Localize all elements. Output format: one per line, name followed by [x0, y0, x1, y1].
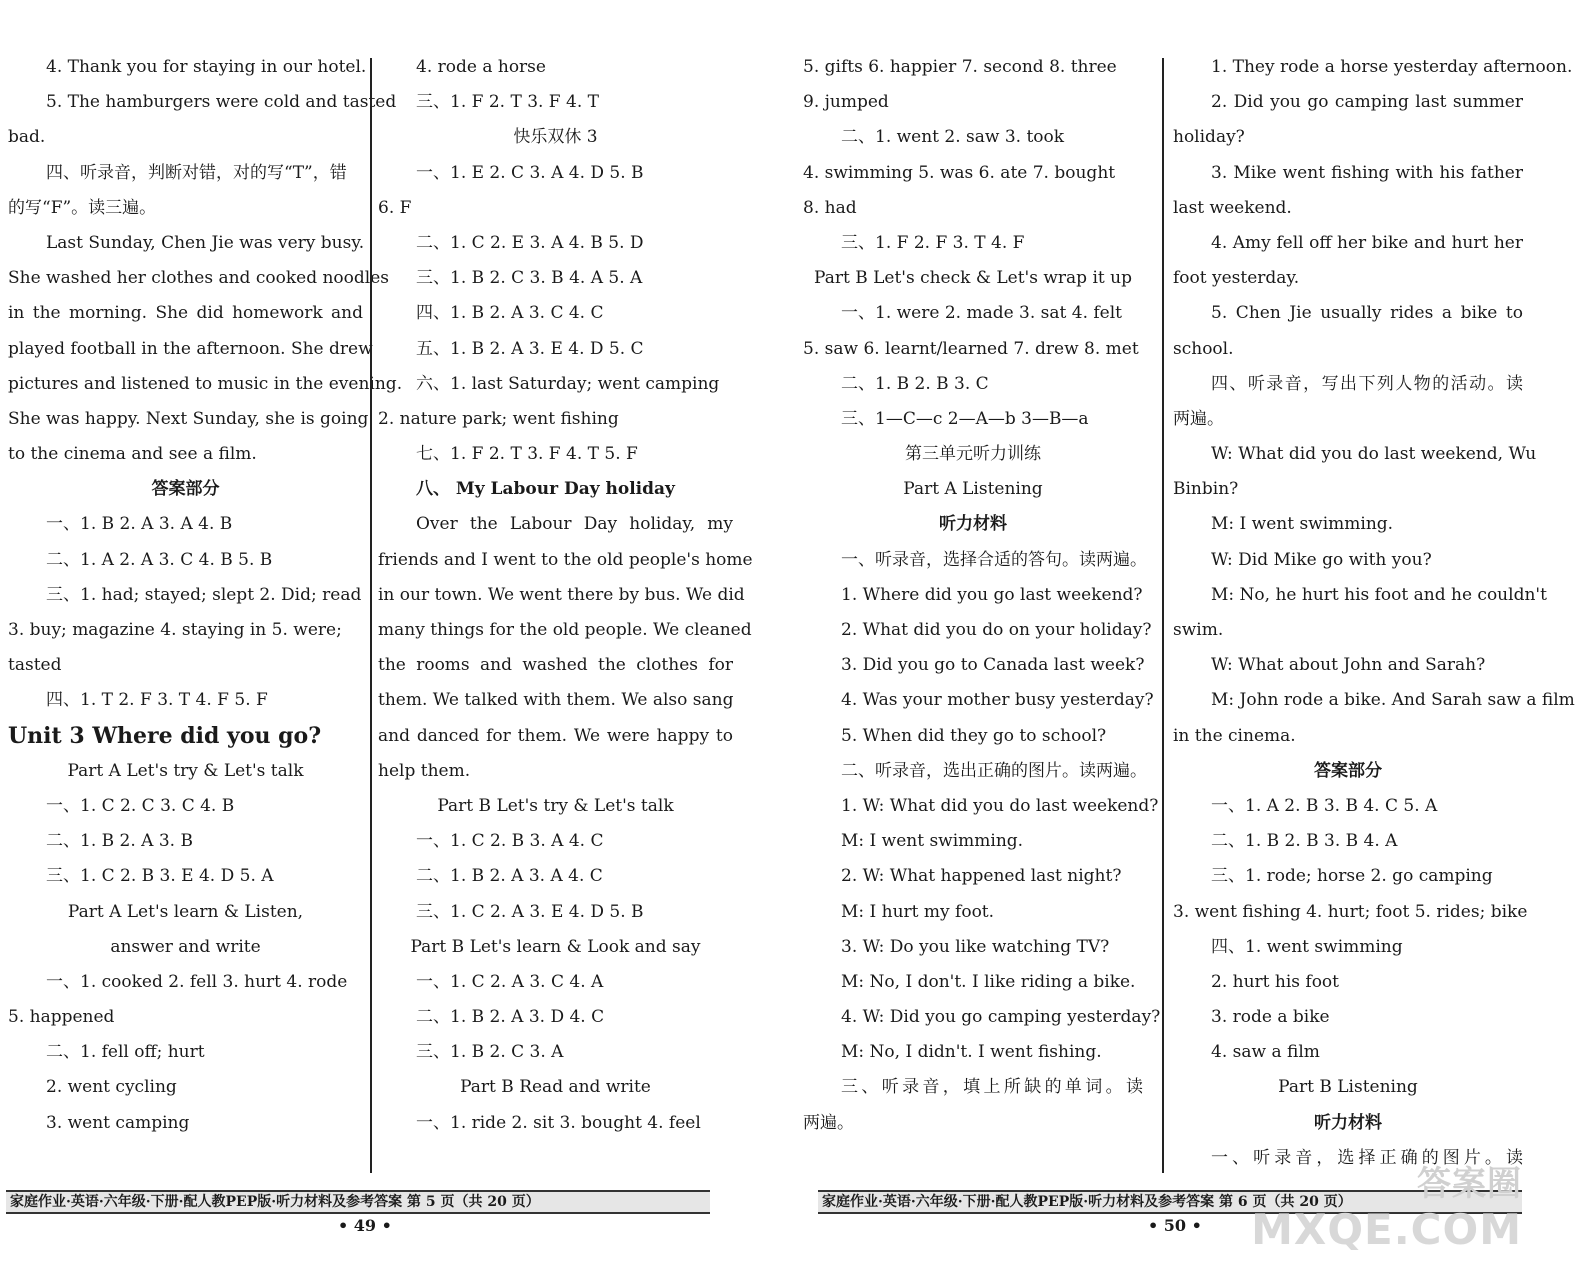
text-line: them. We talked with them. We also sang: [378, 690, 734, 711]
text-line: 3. buy; magazine 4. staying in 5. were;: [8, 620, 342, 640]
text-line: 3. went fishing 4. hurt; foot 5. rides; bike: [1173, 901, 1528, 922]
text-line: 三、1. F 2. F 3. T 4. F: [841, 232, 1025, 253]
text-line: 2. nature park; went fishing: [378, 408, 619, 429]
text-line: W: What did you do last weekend, Wu: [1211, 444, 1537, 465]
right-page-footer: 家庭作业·英语·六年级·下册·配人教PEP版·听力材料及参考答案 第 6 页（共 20 页）: [818, 1190, 1522, 1214]
text-line: 5. saw 6. learnt/learned 7. drew 8. met: [803, 338, 1139, 359]
text-line: 五、1. B 2. A 3. E 4. D 5. C: [416, 338, 644, 359]
left-page-footer: 家庭作业·英语·六年级·下册·配人教PEP版·听力材料及参考答案 第 5 页（共 20 页）: [6, 1190, 710, 1214]
text-line: Part B Let's try & Let's talk: [437, 795, 674, 816]
text-line: 三、1. C 2. B 3. E 4. D 5. A: [46, 866, 274, 887]
column-divider: [370, 58, 372, 1173]
text-line: 3. W: Do you like watching TV?: [841, 936, 1110, 957]
text-line: 4. W: Did you go camping yesterday?: [841, 1007, 1161, 1028]
text-line: 5. The hamburgers were cold and tasted: [46, 92, 397, 113]
text-line: 一、1. cooked 2. fell 3. hurt 4. rode: [46, 971, 348, 992]
text-line: 二、听录音，选出正确的图片。读两遍。: [841, 760, 1147, 781]
text-line: 3. went camping: [46, 1112, 190, 1133]
text-line: M: I went swimming.: [841, 831, 1024, 852]
text-line: 三、听录音，填上所缺的单词。读: [841, 1077, 1143, 1098]
text-line: school.: [1173, 338, 1234, 359]
text-line: 3. Mike went fishing with his father: [1211, 162, 1523, 183]
text-line: Part A Let's learn & Listen,: [67, 901, 304, 922]
text-line: 9. jumped: [803, 92, 889, 113]
text-line: 1. They rode a horse yesterday afternoon.: [1211, 57, 1573, 77]
text-line: 的写“F”。读三遍。: [8, 197, 157, 218]
text-line: 两遍。: [1173, 408, 1224, 429]
text-line: played football in the afternoon. She drew: [8, 338, 373, 359]
text-line: in our town. We went there by bus. We did: [378, 584, 745, 605]
text-line: 2. What did you do on your holiday?: [841, 620, 1152, 640]
text-line: 二、1. B 2. B 3. B 4. A: [1211, 831, 1398, 852]
text-line: 一、1. were 2. made 3. sat 4. felt: [841, 303, 1123, 324]
text-line: 第三单元听力训练: [905, 444, 1041, 465]
text-line: 两遍。: [803, 1112, 854, 1133]
right-page-column-2: [1173, 50, 1575, 1176]
text-line: 5. gifts 6. happier 7. second 8. three: [803, 57, 1117, 77]
text-line: 一、1. C 2. C 3. C 4. B: [46, 795, 235, 816]
text-line: 一、听录音，选择合适的答句。读两遍。: [841, 549, 1147, 570]
text-line: pictures and listened to music in the evening.: [8, 373, 403, 394]
text-line: 听力材料: [1314, 1112, 1382, 1133]
text-line: 2. W: What happened last night?: [841, 866, 1122, 887]
text-line: and danced for them. We were happy to: [378, 725, 733, 746]
text-line: help them.: [378, 760, 471, 781]
text-line: 1. W: What did you do last weekend?: [841, 795, 1159, 816]
left-page-column-2: [378, 50, 753, 1141]
text-line: W: What about John and Sarah?: [1211, 655, 1486, 676]
text-line: 5. happened: [8, 1007, 115, 1028]
text-line: Part A Let's try & Let's talk: [67, 760, 304, 781]
text-line: 4. swimming 5. was 6. ate 7. bought: [803, 162, 1116, 183]
text-line: 三、1. had; stayed; slept 2. Did; read: [46, 584, 362, 605]
text-line: the rooms and washed the clothes for: [378, 655, 733, 676]
text-line: 2. hurt his foot: [1211, 971, 1339, 992]
text-line: 三、1. C 2. A 3. E 4. D 5. B: [416, 901, 644, 922]
text-line: Part B Let's check & Let's wrap it up: [814, 268, 1132, 289]
text-line: M: I went swimming.: [1211, 514, 1394, 535]
text-line: 三、1—C—c 2—A—b 3—B—a: [841, 408, 1089, 429]
text-line: M: No, I didn't. I went fishing.: [841, 1042, 1102, 1063]
text-line: 七、1. F 2. T 3. F 4. T 5. F: [416, 444, 638, 465]
text-line: answer and write: [110, 936, 261, 957]
text-line: in the cinema.: [1173, 725, 1296, 746]
text-line: 答案部分: [1314, 760, 1382, 781]
text-line: bad.: [8, 127, 46, 148]
column-divider: [1162, 58, 1164, 1173]
text-line: 5. When did they go to school?: [841, 725, 1107, 746]
text-line: 4. saw a film: [1211, 1042, 1320, 1063]
text-line: friends and I went to the old people's home: [378, 549, 753, 570]
text-line: M: John rode a bike. And Sarah saw a film: [1211, 690, 1575, 711]
text-line: 6. F: [378, 197, 412, 218]
text-line: many things for the old people. We cleaned: [378, 620, 752, 640]
text-line: 四、听录音，写出下列人物的活动。读: [1211, 373, 1523, 394]
text-line: Last Sunday, Chen Jie was very busy.: [46, 232, 365, 253]
text-line: 一、1. A 2. B 3. B 4. C 5. A: [1211, 795, 1438, 816]
text-line: 4. Was your mother busy yesterday?: [841, 690, 1154, 711]
text-line: 2. Did you go camping last summer: [1211, 92, 1523, 113]
text-line: 三、1. F 2. T 3. F 4. T: [416, 92, 599, 113]
text-line: tasted: [8, 655, 62, 676]
right-page-number: • 50 •: [1148, 1216, 1202, 1235]
watermark-cn: 答案圈: [1417, 1164, 1522, 1204]
text-line: M: I hurt my foot.: [841, 901, 995, 922]
text-line: holiday?: [1173, 127, 1245, 148]
text-line: 四、1. B 2. A 3. C 4. C: [416, 303, 604, 324]
text-line: 二、1. fell off; hurt: [46, 1042, 205, 1063]
text-line: Part B Let's learn & Look and say: [410, 936, 701, 957]
text-line: 三、1. B 2. C 3. A: [416, 1042, 564, 1063]
right-page-column-1: [803, 50, 1161, 1141]
text-line: 一、听录音，选择正确的图片。读: [1211, 1147, 1523, 1168]
text-line: 八、 My Labour Day holiday: [416, 479, 675, 500]
text-line: 一、1. B 2. A 3. A 4. B: [46, 514, 233, 535]
text-line: 一、1. C 2. B 3. A 4. C: [416, 831, 604, 852]
text-line: Unit 3 Where did you go?: [8, 722, 322, 749]
text-line: 一、1. E 2. C 3. A 4. D 5. B: [416, 162, 644, 183]
text-line: 5. Chen Jie usually rides a bike to: [1211, 303, 1523, 324]
text-line: 快乐双休 3: [513, 127, 598, 148]
text-line: in the morning. She did homework and: [8, 303, 363, 324]
text-line: 三、1. rode; horse 2. go camping: [1211, 866, 1493, 887]
text-line: She was happy. Next Sunday, she is going: [8, 408, 369, 429]
text-line: 8. had: [803, 197, 857, 218]
text-line: 2. went cycling: [46, 1077, 177, 1098]
text-line: 答案部分: [151, 479, 220, 500]
text-line: 二、1. B 2. A 3. B: [46, 831, 193, 852]
text-line: 四、听录音，判断对错，对的写“T”，错: [46, 162, 347, 183]
text-line: 1. Where did you go last weekend?: [841, 584, 1143, 605]
text-line: 4. rode a horse: [416, 57, 546, 77]
text-line: Part A Listening: [903, 479, 1043, 500]
text-line: swim.: [1173, 620, 1224, 640]
text-line: 四、1. went swimming: [1211, 936, 1403, 957]
text-line: M: No, I don't. I like riding a bike.: [841, 971, 1136, 992]
text-line: W: Did Mike go with you?: [1211, 549, 1432, 570]
text-line: 4. Thank you for staying in our hotel.: [46, 57, 367, 77]
text-line: to the cinema and see a film.: [8, 444, 257, 465]
watermark: [1251, 1156, 1522, 1254]
text-line: Binbin?: [1173, 479, 1239, 500]
text-line: Over the Labour Day holiday, my: [416, 514, 733, 535]
text-line: 4. Amy fell off her bike and hurt her: [1211, 232, 1523, 253]
text-line: 3. rode a bike: [1211, 1007, 1330, 1028]
text-line: last weekend.: [1173, 197, 1292, 218]
text-line: 一、1. C 2. A 3. C 4. A: [416, 971, 604, 992]
text-line: 二、1. B 2. A 3. A 4. C: [416, 866, 603, 887]
watermark-main: MXQE.COM: [1251, 1205, 1522, 1254]
text-line: Part B Read and write: [460, 1077, 651, 1098]
text-line: 六、1. last Saturday; went camping: [416, 373, 720, 394]
text-line: M: No, he hurt his foot and he couldn't: [1211, 584, 1547, 605]
text-line: She washed her clothes and cooked noodles: [8, 268, 389, 289]
text-line: 二、1. B 2. B 3. C: [841, 373, 989, 394]
text-line: 二、1. A 2. A 3. C 4. B 5. B: [46, 549, 273, 570]
text-line: 听力材料: [939, 514, 1007, 535]
left-page-number: • 49 •: [338, 1216, 392, 1235]
text-line: 一、1. ride 2. sit 3. bought 4. feel: [416, 1112, 701, 1133]
text-line: 二、1. C 2. E 3. A 4. B 5. D: [416, 232, 644, 253]
text-line: 二、1. B 2. A 3. D 4. C: [416, 1007, 605, 1028]
text-line: 3. Did you go to Canada last week?: [841, 655, 1145, 676]
text-line: 二、1. went 2. saw 3. took: [841, 127, 1065, 148]
text-line: 四、1. T 2. F 3. T 4. F 5. F: [46, 690, 268, 711]
text-line: Part B Listening: [1278, 1077, 1418, 1098]
text-line: 三、1. B 2. C 3. B 4. A 5. A: [416, 268, 643, 289]
text-line: foot yesterday.: [1173, 268, 1300, 289]
